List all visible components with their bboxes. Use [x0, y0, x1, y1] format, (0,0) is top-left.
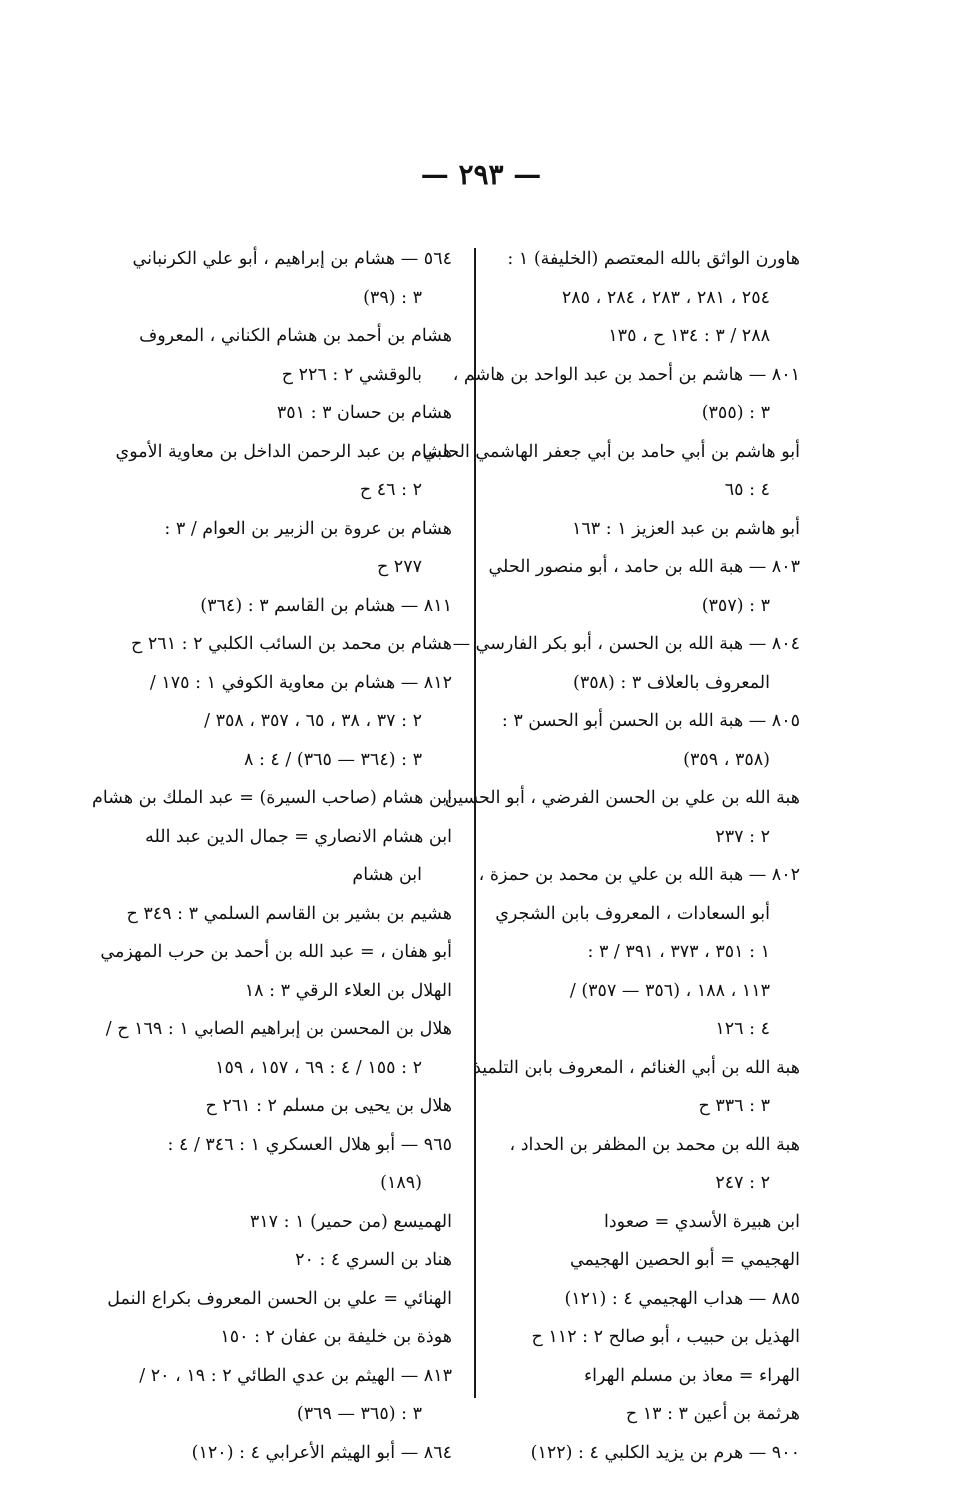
- index-column-left: [92, 240, 452, 1472]
- index-entry: [490, 510, 800, 549]
- index-entry: [142, 1434, 452, 1473]
- entry-heading-line: ابن هشام (صاحب السيرة) = عبد الملك بن هشام: [92, 788, 452, 808]
- index-entry: [142, 394, 452, 433]
- index-entry: [142, 664, 452, 780]
- entry-continuation-line: ٤ : ١٢٦: [715, 1019, 770, 1039]
- index-entry: [131, 625, 452, 664]
- entry-continuation-line: ٣ : (٣٦٥ — ٣٦٩): [296, 1404, 422, 1424]
- entry-continuation-line: ٤ : ٦٥: [724, 480, 770, 500]
- entry-continuation-line: (٣٥٨ ، ٣٥٩): [683, 749, 770, 770]
- entry-heading-line: هوذة بن خليفة بن عفان ٢ : ١٥٠: [220, 1327, 452, 1347]
- entry-continuation-line: ٣ : (٣٩): [363, 287, 422, 308]
- index-entry: [490, 1434, 800, 1473]
- entry-continuation-line: ٢ : ٤٦ ح: [359, 480, 422, 500]
- entry-heading-line: هشام بن محمد بن السائب الكلبي ٢ : ٢٦١ ح: [131, 634, 452, 654]
- entry-heading-line: ٨١٣ — الهيثم بن عدي الطائي ٢ : ١٩ ، ٢٠ /: [139, 1365, 452, 1386]
- entry-heading-line: الهذيل بن حبيب ، أبو صالح ٢ : ١١٢ ح: [531, 1327, 800, 1347]
- entry-continuation-line: ٢ : ٣٧ ، ٣٨ ، ٦٥ ، ٣٥٧ ، ٣٥٨ /: [204, 711, 422, 731]
- index-column-right: [422, 240, 800, 1472]
- page-number: — ٢٩٣ —: [420, 158, 542, 191]
- index-entry: [490, 1395, 800, 1434]
- entry-heading-line: هشام بن عبد الرحمن الداخل بن معاوية الأموي: [115, 441, 452, 462]
- index-entry: [452, 625, 800, 702]
- index-entry: [490, 1241, 800, 1280]
- entry-heading-line: الهنائي = علي بن الحسن المعروف بكراع النمل: [107, 1288, 452, 1309]
- entry-continuation-line: ١ : ٣٥١ ، ٣٧٣ ، ٣٩١ / ٣ :: [587, 942, 770, 962]
- index-entry: [142, 587, 452, 626]
- entry-continuation-line: بالوقشي ٢ : ٢٢٦ ح: [281, 364, 422, 385]
- entry-heading-line: ٨١١ — هشام بن القاسم ٣ : (٣٦٤): [200, 595, 452, 616]
- index-entry: [142, 1126, 452, 1203]
- entry-heading-line: هرثمة بن أعين ٣ : ١٣ ح: [625, 1404, 800, 1424]
- entry-heading-line: ٨٨٥ — هداب الهجيمي ٤ : (١٢١): [564, 1288, 800, 1309]
- index-entry: [105, 1010, 452, 1087]
- entry-heading-line: الهميسع (من حمير) ١ : ٣١٧: [249, 1211, 452, 1232]
- entry-heading-line: ٩٠٠ — هرم بن يزيد الكلبي ٤ : (١٢٢): [530, 1442, 800, 1463]
- entry-heading-line: الهلال بن العلاء الرقي ٣ : ١٨: [244, 980, 452, 1001]
- index-entry: [490, 1357, 800, 1396]
- index-entry: [142, 1241, 452, 1280]
- entry-continuation-line: ٢ : ١٥٥ / ٤ : ٦٩ ، ١٥٧ ، ١٥٩: [215, 1057, 422, 1078]
- entry-heading-line: هناد بن السري ٤ : ٢٠: [295, 1250, 452, 1270]
- entry-heading-line: أبو هاشم بن عبد العزيز ١ : ١٦٣: [571, 518, 800, 539]
- index-entry: [142, 1087, 452, 1126]
- index-entry: [490, 1280, 800, 1319]
- index-entry: [107, 1280, 452, 1319]
- entry-heading-line: ابن هشام الانصاري = جمال الدين عبد الله: [145, 826, 452, 847]
- index-entry: [132, 240, 452, 317]
- index-entry: [490, 240, 800, 356]
- index-entry: [478, 856, 800, 1049]
- index-entry: [142, 1318, 452, 1357]
- index-entry: [490, 702, 800, 779]
- index-entry: [139, 317, 452, 394]
- entry-heading-line: الهجيمي = أبو الحصين الهجيمي: [569, 1250, 800, 1270]
- entry-heading-line: أبو هاشم بن أبي حامد بن أبي جعفر الهاشمي الحلبي: [422, 441, 800, 462]
- entry-heading-line: ٩٦٥ — أبو هلال العسكري ١ : ٣٤٦ / ٤ :: [167, 1134, 452, 1155]
- entry-heading-line: ٨٠٥ — هبة الله بن الحسن أبو الحسن ٣ :: [501, 711, 800, 731]
- entry-continuation-line: ٢ : ٢٤٧: [715, 1173, 770, 1193]
- entry-continuation-line: ٣ : ٣٣٦ ح: [698, 1096, 770, 1116]
- entry-heading-line: ٨٦٤ — أبو الهيثم الأعرابي ٤ : (١٢٠): [191, 1442, 452, 1463]
- index-entry: [142, 818, 452, 895]
- index-entry: [115, 433, 452, 510]
- entry-continuation-line: ٢٨٨ / ٣ : ١٣٤ ح ، ١٣٥: [608, 326, 770, 346]
- index-entry: [126, 895, 452, 934]
- entry-heading-line: ٨١٢ — هشام بن معاوية الكوفي ١ : ١٧٥ /: [149, 672, 452, 693]
- entry-heading-line: هلال بن المحسن بن إبراهيم الصابي ١ : ١٦٩ ح /: [105, 1019, 452, 1039]
- entry-heading-line: هشام بن حسان ٣ : ٣٥١: [276, 403, 452, 423]
- entry-heading-line: ابن هبيرة الأسدي = صعودا: [604, 1211, 800, 1232]
- index-entry: [473, 1049, 800, 1126]
- entry-continuation-line: ابن هشام: [352, 865, 422, 885]
- column-divider: [474, 248, 476, 1398]
- entry-continuation-line: ٣ : (٣٦٤ — ٣٦٥) / ٤ : ٨: [243, 749, 422, 770]
- index-entry: [452, 356, 800, 433]
- entry-heading-line: ٥٦٤ — هشام بن إبراهيم ، أبو علي الكرنباني: [132, 249, 452, 269]
- index-entry: [92, 779, 452, 818]
- index-entry: [142, 510, 452, 587]
- entry-heading-line: هشيم بن بشير بن القاسم السلمي ٣ : ٣٤٩ ح: [126, 903, 452, 924]
- entry-heading-line: ٨٠٤ — هبة الله بن الحسن ، أبو بكر الفارسي —: [452, 634, 800, 654]
- index-entry: [142, 1203, 452, 1242]
- index-entry: [139, 1357, 452, 1434]
- entry-heading-line: هشام بن أحمد بن هشام الكناني ، المعروف: [139, 326, 452, 346]
- entry-continuation-line: أبو السعادات ، المعروف بابن الشجري: [495, 903, 770, 924]
- entry-continuation-line: ٢ : ٢٣٧: [715, 826, 770, 847]
- entry-heading-line: هبة الله بن علي بن الحسن الفرضي ، أبو الحسين: [444, 788, 800, 808]
- index-entry: [490, 548, 800, 625]
- index-entry: [422, 433, 800, 510]
- entry-heading-line: أبو هفان ، = عبد الله بن أحمد بن حرب المهزمي: [100, 942, 452, 962]
- entry-continuation-line: ٢٥٤ ، ٢٨١ ، ٢٨٣ ، ٢٨٤ ، ٢٨٥: [561, 287, 770, 308]
- index-entry: [444, 779, 800, 856]
- entry-continuation-line: ٣ : (٣٥٥): [701, 403, 770, 423]
- entry-continuation-line: ١١٣ ، ١٨٨ ، (٣٥٦ — ٣٥٧) /: [569, 980, 770, 1001]
- index-entry: [490, 1203, 800, 1242]
- entry-heading-line: هبة الله بن محمد بن المظفر بن الحداد ،: [509, 1134, 800, 1155]
- entry-heading-line: ٨٠٣ — هبة الله بن حامد ، أبو منصور الحلي: [488, 557, 800, 577]
- entry-heading-line: ٨٠٢ — هبة الله بن علي بن محمد بن حمزة ،: [478, 865, 800, 885]
- entry-continuation-line: (١٨٩): [380, 1173, 422, 1193]
- entry-continuation-line: المعروف بالعلاف ٣ : (٣٥٨): [573, 672, 770, 693]
- entry-heading-line: هشام بن عروة بن الزبير بن العوام / ٣ :: [164, 518, 452, 539]
- entry-heading-line: هلال بن يحيى بن مسلم ٢ : ٢٦١ ح: [205, 1096, 452, 1116]
- entry-heading-line: هاورن الواثق بالله المعتصم (الخليفة) ١ :: [507, 249, 800, 269]
- index-entry: [490, 1318, 800, 1357]
- entry-continuation-line: ٢٧٧ ح: [376, 557, 422, 577]
- index-entry: [100, 933, 452, 972]
- entry-heading-line: ٨٠١ — هاشم بن أحمد بن عبد الواحد بن هاشم ،: [452, 364, 800, 385]
- index-entry: [490, 1126, 800, 1203]
- entry-heading-line: هبة الله بن أبي الغنائم ، المعروف بابن التلميذ: [473, 1057, 800, 1078]
- entry-heading-line: الهراء = معاذ بن مسلم الهراء: [583, 1365, 800, 1386]
- entry-continuation-line: ٣ : (٣٥٧): [701, 595, 770, 616]
- index-entry: [142, 972, 452, 1011]
